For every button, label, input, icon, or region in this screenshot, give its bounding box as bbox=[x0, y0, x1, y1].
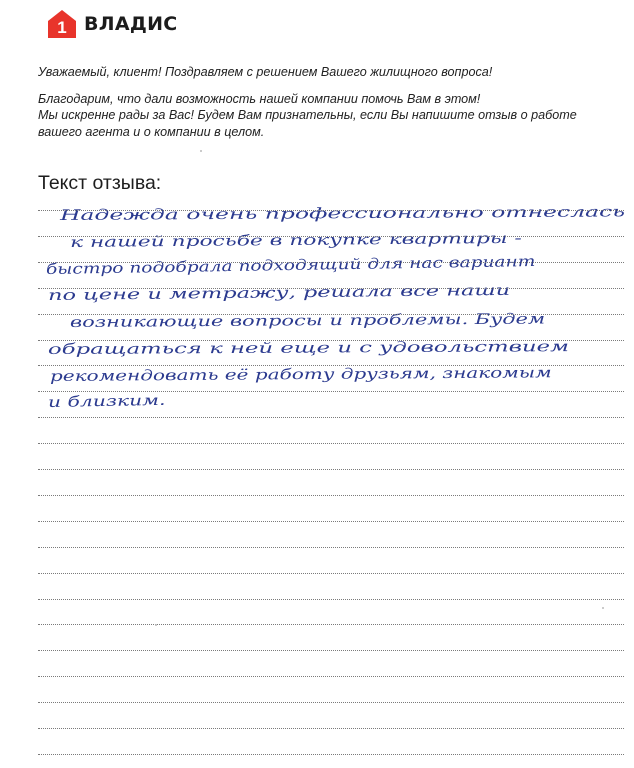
ruled-line bbox=[38, 650, 624, 651]
handwritten-line: и близким. bbox=[47, 392, 166, 411]
ruled-line bbox=[38, 521, 624, 522]
intro-text bbox=[38, 64, 618, 140]
ruled-line bbox=[38, 262, 624, 263]
scan-speck bbox=[200, 150, 202, 152]
logo-digit: 1 bbox=[57, 18, 67, 37]
handwritten-line: обращаться к ней еще и с удовольствием bbox=[47, 339, 570, 358]
ruled-line bbox=[38, 469, 624, 470]
handwritten-line: по цене и метражу, решала все наши bbox=[47, 282, 511, 304]
intro-request: Мы искренне рады за Вас! Будем Вам признательны, если Вы напишите отзыв о работе вашего агента и о компании в целом. bbox=[38, 108, 577, 139]
ruled-line bbox=[38, 417, 624, 418]
ruled-line bbox=[38, 728, 624, 729]
ruled-line bbox=[38, 573, 624, 574]
ruled-line bbox=[38, 314, 624, 315]
handwritten-line: Надежда очень профессионально отнеслась bbox=[59, 204, 626, 224]
scan-speck bbox=[155, 624, 157, 626]
handwritten-line: к нашей просьбе в покупке квартиры - bbox=[69, 230, 522, 251]
house-logo-icon bbox=[46, 8, 78, 40]
ruled-line bbox=[38, 495, 624, 496]
ruled-line bbox=[38, 365, 624, 366]
ruled-line bbox=[38, 624, 624, 625]
handwritten-line: быстро подобрала подходящий для нас вариант bbox=[45, 253, 536, 278]
brand-name: ВЛАДИС bbox=[84, 13, 178, 35]
ruled-line bbox=[38, 391, 624, 392]
review-title: Текст отзыва: bbox=[38, 172, 162, 194]
ruled-line bbox=[38, 210, 624, 211]
handwritten-line: возникающие вопросы и проблемы. Будем bbox=[69, 311, 546, 331]
ruled-line bbox=[38, 340, 624, 341]
handwritten-line: рекомендовать её работу друзьям, знакомым bbox=[49, 365, 552, 385]
ruled-line bbox=[38, 599, 624, 600]
review-ruled-area bbox=[38, 188, 624, 768]
ruled-line bbox=[38, 754, 624, 755]
ruled-line bbox=[38, 676, 624, 677]
brand-logo bbox=[46, 8, 178, 40]
ruled-line bbox=[38, 236, 624, 237]
scan-speck bbox=[602, 607, 604, 609]
intro-thanks: Благодарим, что дали возможность нашей компании помочь Вам в этом! bbox=[38, 91, 481, 106]
ruled-line bbox=[38, 702, 624, 703]
ruled-line bbox=[38, 547, 624, 548]
ruled-line bbox=[38, 443, 624, 444]
ruled-line bbox=[38, 288, 624, 289]
intro-greeting: Уважаемый, клиент! Поздравляем с решением Вашего жилищного вопроса! bbox=[38, 65, 493, 79]
